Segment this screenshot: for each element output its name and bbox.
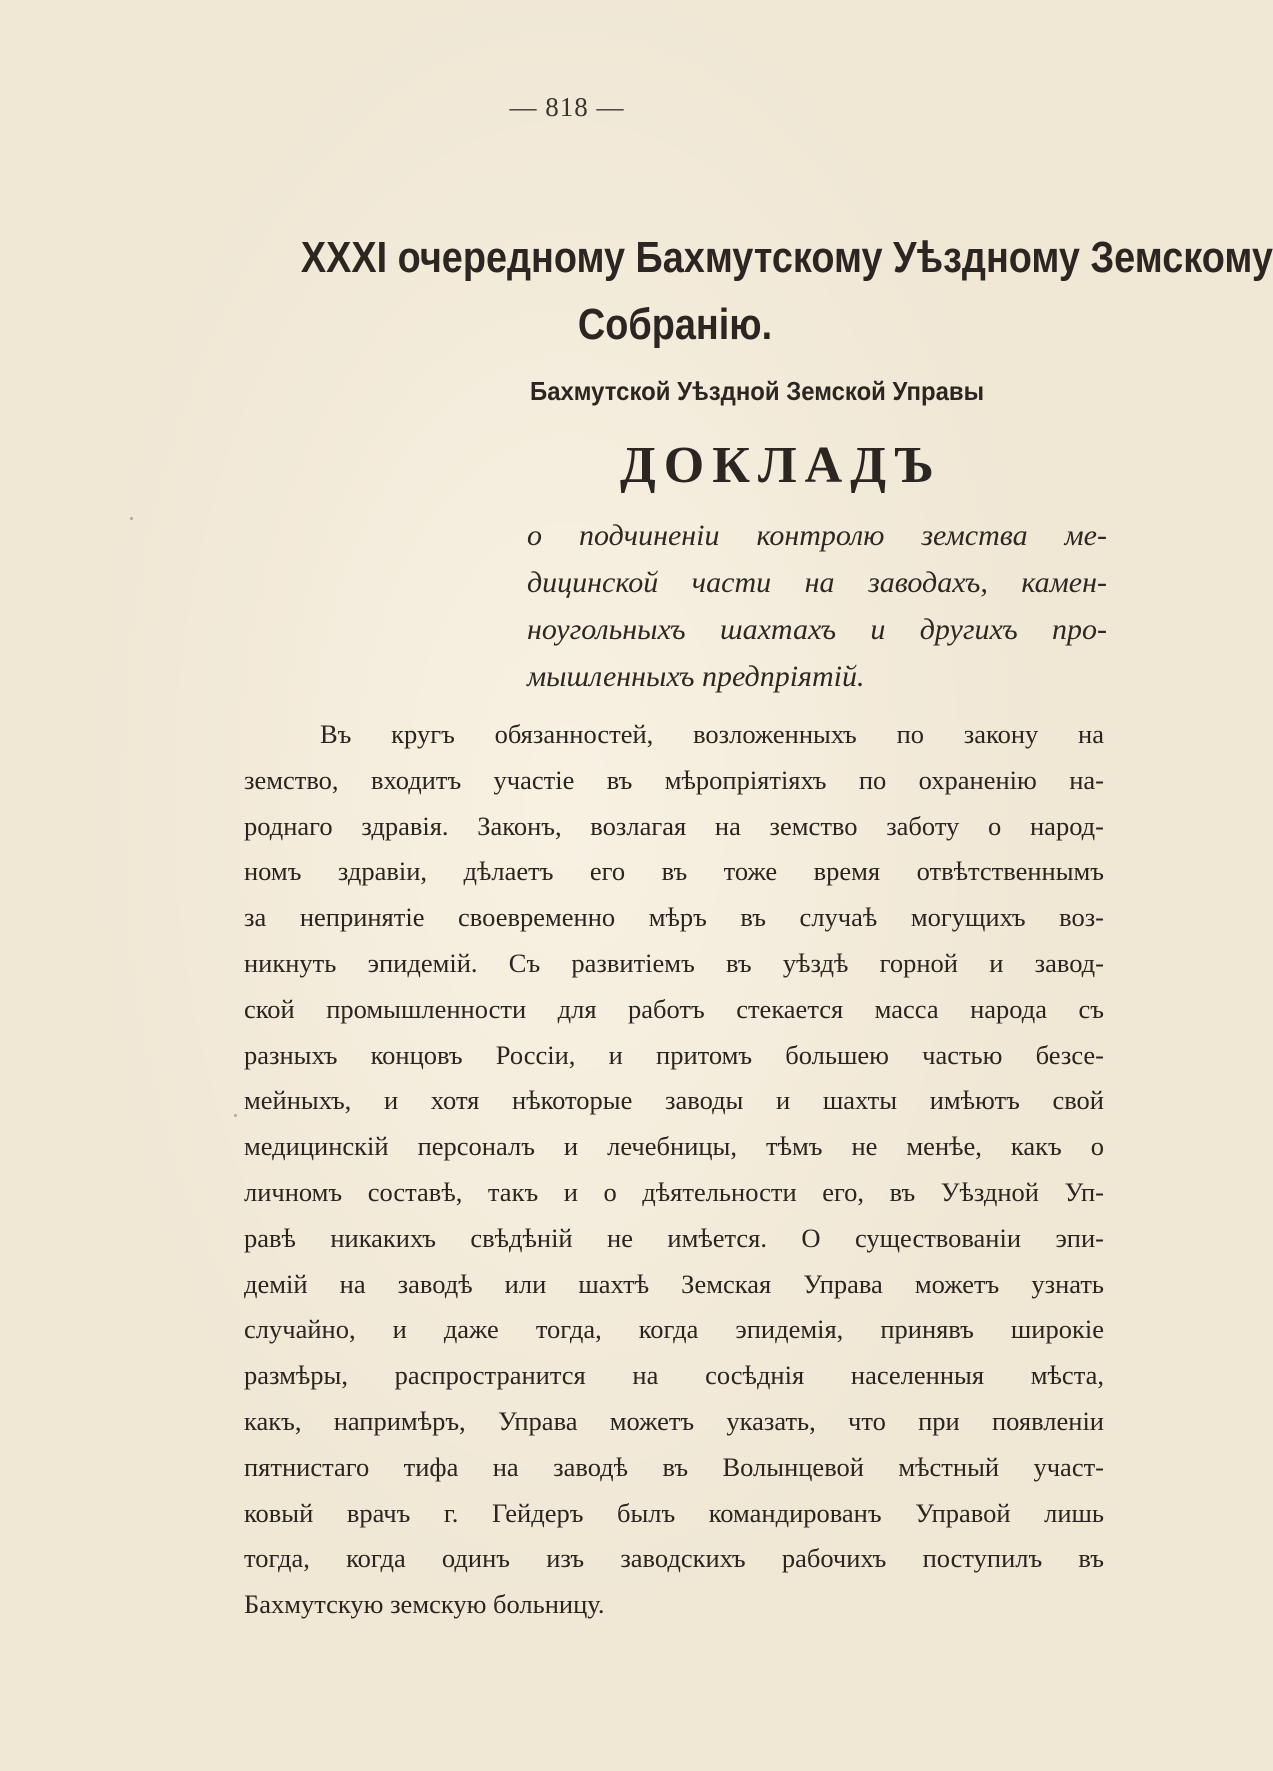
body-line: демій на заводѣ или шахтѣ Земская Управа можетъ узнать [244,1268,1104,1299]
body-line: равѣ никакихъ свѣдѣній не имѣется. О существованіи эпи- [244,1222,1104,1253]
body-line: мейныхъ, и хотя нѣкоторые заводы и шахты имѣютъ свой [244,1085,1104,1116]
topic-line: о подчиненіи контролю земства ме- [527,519,1107,552]
body-line: пятнистаго тифа на заводѣ въ Волынцевой мѣстный участ- [244,1451,1104,1482]
subheading: Бахмутской Уѣздной Земской Управы [530,376,985,406]
body-line: медицинскій персоналъ и лечебницы, тѣмъ не менѣе, какъ о [244,1131,1104,1162]
body-line: ской промышленности для работъ стекается масса народа съ [244,993,1104,1024]
body-line: какъ, напримѣръ, Управа можетъ указать, что при появленіи [244,1405,1104,1436]
page-number: — 818 — [509,92,625,122]
body-line: Бахмутскую земскую больницу. [244,1589,605,1620]
body-line: роднаго здравія. Законъ, возлагая на земство заботу о народ- [244,810,1104,841]
body-line: ковый врачъ г. Гейдеръ былъ командированъ Управой лишь [244,1497,1104,1528]
topic-line: мышленныхъ предпріятій. [527,660,865,693]
body-line: никнуть эпидемій. Съ развитіемъ въ уѣздѣ горной и завод- [244,947,1104,978]
body-line: Въ кругъ обязанностей, возложенныхъ по закону на [320,719,1104,749]
body-line: размѣры, распространится на сосѣднія населенныя мѣста, [244,1360,1104,1391]
body-line: случайно, и даже тогда, когда эпидемія, принявъ широкіе [244,1314,1104,1345]
body-line: за непринятіе своевременно мѣръ въ случаѣ могущихъ воз- [244,902,1104,933]
report-topic [527,512,1107,700]
body-line: номъ здравіи, дѣлаетъ его въ тоже время отвѣтственнымъ [244,856,1104,887]
body-line: разныхъ концовъ Россіи, и притомъ большею частью безсе- [244,1039,1104,1070]
paper-speck [234,1114,237,1117]
heading-line-1: XXXI очередному Бахмутскому Уѣздному Земскому [300,233,1273,282]
topic-line: ноугольныхъ шахтахъ и другихъ про- [527,613,1107,646]
body-text [244,712,1104,1628]
heading-line-2: Собранію. [577,300,773,349]
body-line: тогда, когда одинъ изъ заводскихъ рабочихъ поступилъ въ [244,1543,1104,1574]
paper-speck [130,517,133,520]
topic-line: дицинской части на заводахъ, камен- [527,566,1107,599]
body-line: земство, входитъ участіе въ мѣропріятіяхъ по охраненію на- [244,764,1104,795]
report-title: ДОКЛАДЪ [620,437,942,494]
body-line: личномъ составѣ, такъ и о дѣятельности его, въ Уѣздной Уп- [244,1176,1104,1207]
